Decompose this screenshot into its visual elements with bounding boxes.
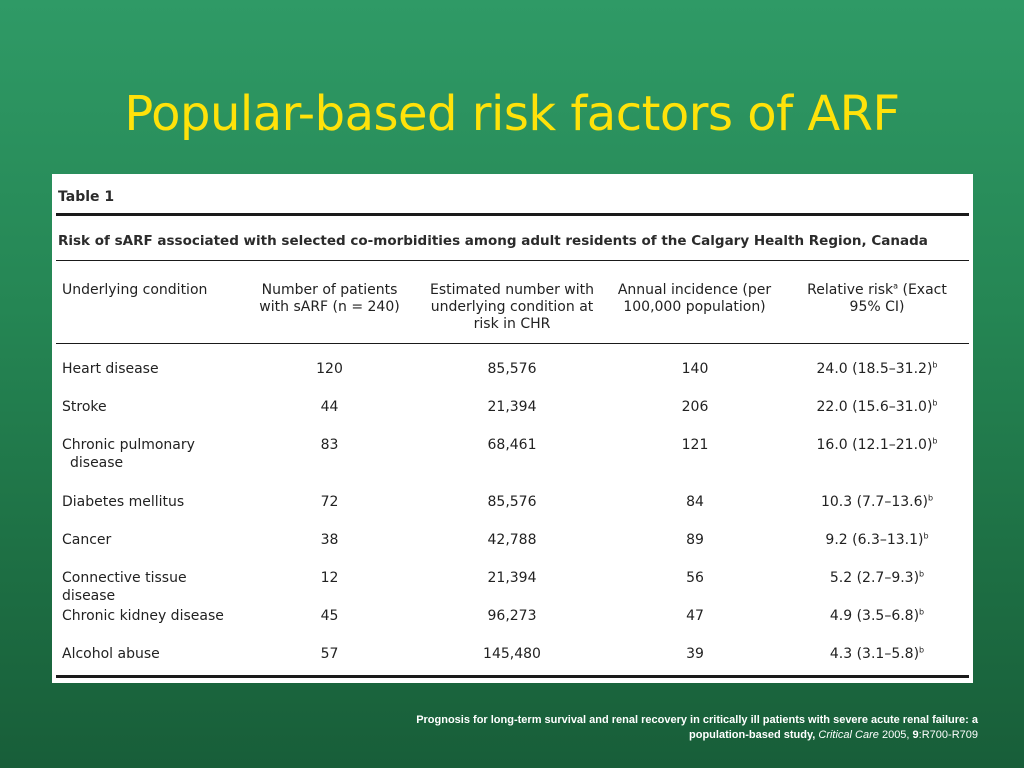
header-relative-risk bbox=[792, 282, 962, 316]
cell-patients: 83 bbox=[320, 437, 339, 453]
cell-condition: Cancer bbox=[62, 532, 112, 548]
cell-relative-risk bbox=[792, 531, 962, 549]
cell-relative-risk-value: 10.3 (7.7–13.6) bbox=[820, 494, 928, 510]
cell-relative-risk bbox=[792, 645, 962, 663]
cell-relative-risk-sup: b bbox=[919, 569, 925, 579]
cell-relative-risk-sup: b bbox=[919, 607, 925, 617]
cell-condition: Stroke bbox=[62, 399, 107, 415]
citation-year: 2005, bbox=[881, 729, 910, 741]
table-image-panel bbox=[52, 174, 973, 683]
header-relative-risk-label: Relative risk bbox=[807, 282, 894, 298]
cell-condition bbox=[62, 436, 242, 472]
cell-relative-risk bbox=[792, 398, 962, 416]
cell-relative-risk-value: 4.3 (3.1–5.8) bbox=[829, 646, 920, 662]
header-relative-risk-sup: a bbox=[893, 281, 899, 291]
cell-condition: Diabetes mellitus bbox=[62, 494, 185, 510]
cell-relative-risk-sup: b bbox=[919, 645, 925, 655]
table-row bbox=[52, 436, 973, 474]
citation-text: Prognosis for long-term survival and renal recovery in critically ill patients with severe acute renal failure: a population-based study, bbox=[416, 714, 978, 741]
cell-estimated: 68,461 bbox=[487, 437, 537, 453]
cell-relative-risk-sup: b bbox=[932, 436, 938, 446]
header-number-of-patients: Number of patients with sARF (n = 240) bbox=[259, 282, 400, 315]
citation-footnote bbox=[358, 713, 978, 743]
cell-patients: 45 bbox=[320, 608, 339, 624]
cell-estimated: 21,394 bbox=[487, 570, 537, 586]
cell-relative-risk-sup: b bbox=[932, 360, 938, 370]
cell-relative-risk bbox=[792, 436, 962, 454]
cell-incidence: 206 bbox=[681, 399, 709, 415]
table-row bbox=[52, 569, 973, 607]
citation-journal: Critical Care bbox=[818, 729, 879, 741]
cell-relative-risk bbox=[792, 569, 962, 587]
cell-patients: 120 bbox=[316, 361, 343, 377]
cell-relative-risk-value: 24.0 (18.5–31.2) bbox=[816, 361, 933, 377]
table-caption: Risk of sARF associated with selected co-morbidities among adult residents of the Calgary Health Region, Canada bbox=[58, 233, 928, 249]
cell-patients: 44 bbox=[320, 399, 339, 415]
table-rule-caption bbox=[56, 260, 969, 261]
cell-incidence: 89 bbox=[686, 532, 704, 548]
cell-relative-risk bbox=[792, 607, 962, 625]
cell-relative-risk-value: 22.0 (15.6–31.0) bbox=[816, 399, 933, 415]
cell-estimated: 21,394 bbox=[487, 399, 537, 415]
cell-relative-risk-value: 5.2 (2.7–9.3) bbox=[829, 570, 920, 586]
cell-condition-line2: disease bbox=[70, 455, 124, 471]
cell-condition-line1: Chronic pulmonary bbox=[62, 437, 195, 453]
cell-estimated: 42,788 bbox=[487, 532, 537, 548]
cell-patients: 72 bbox=[320, 494, 339, 510]
cell-incidence: 84 bbox=[686, 494, 704, 510]
table-row bbox=[52, 493, 973, 531]
cell-relative-risk-value: 9.2 (6.3–13.1) bbox=[825, 532, 924, 548]
cell-estimated: 145,480 bbox=[483, 646, 541, 662]
cell-condition: Heart disease bbox=[62, 361, 159, 377]
cell-condition: Chronic kidney disease bbox=[62, 608, 224, 624]
cell-incidence: 47 bbox=[686, 608, 704, 624]
cell-relative-risk bbox=[792, 493, 962, 511]
cell-incidence: 121 bbox=[681, 437, 709, 453]
table-rule-header bbox=[56, 343, 969, 344]
table-row bbox=[52, 398, 973, 436]
citation-pages: :R700-R709 bbox=[918, 729, 978, 741]
header-relative-risk-tail: (Exact 95% CI) bbox=[849, 282, 947, 315]
header-underlying-condition: Underlying condition bbox=[62, 282, 208, 298]
cell-estimated: 85,576 bbox=[487, 361, 537, 377]
cell-relative-risk-value: 4.9 (3.5–6.8) bbox=[829, 608, 920, 624]
cell-relative-risk-sup: b bbox=[923, 531, 929, 541]
table-rule-bottom bbox=[56, 675, 969, 678]
header-annual-incidence: Annual incidence (per 100,000 population) bbox=[617, 282, 772, 315]
table-row bbox=[52, 607, 973, 645]
cell-relative-risk bbox=[792, 360, 962, 378]
cell-estimated: 96,273 bbox=[487, 608, 537, 624]
table-rule-top bbox=[56, 213, 969, 216]
cell-relative-risk-sup: b bbox=[932, 398, 938, 408]
citation-volume: 9 bbox=[912, 729, 919, 741]
cell-incidence: 39 bbox=[686, 646, 704, 662]
table-row bbox=[52, 360, 973, 398]
cell-relative-risk-sup: b bbox=[927, 493, 934, 503]
slide-title: Popular-based risk factors of ARF bbox=[124, 86, 900, 142]
cell-relative-risk-value: 16.0 (12.1–21.0) bbox=[816, 437, 933, 453]
cell-incidence: 56 bbox=[686, 570, 704, 586]
cell-patients: 38 bbox=[320, 532, 339, 548]
cell-patients: 12 bbox=[320, 570, 339, 586]
cell-condition: Connective tissue disease bbox=[62, 570, 187, 604]
cell-patients: 57 bbox=[320, 646, 339, 662]
table-label: Table 1 bbox=[58, 189, 115, 205]
cell-condition: Alcohol abuse bbox=[62, 646, 160, 662]
cell-estimated: 85,576 bbox=[487, 494, 537, 510]
cell-incidence: 140 bbox=[681, 361, 709, 377]
header-estimated-number: Estimated number with underlying condition at risk in CHR bbox=[430, 282, 594, 332]
table-row bbox=[52, 531, 973, 569]
